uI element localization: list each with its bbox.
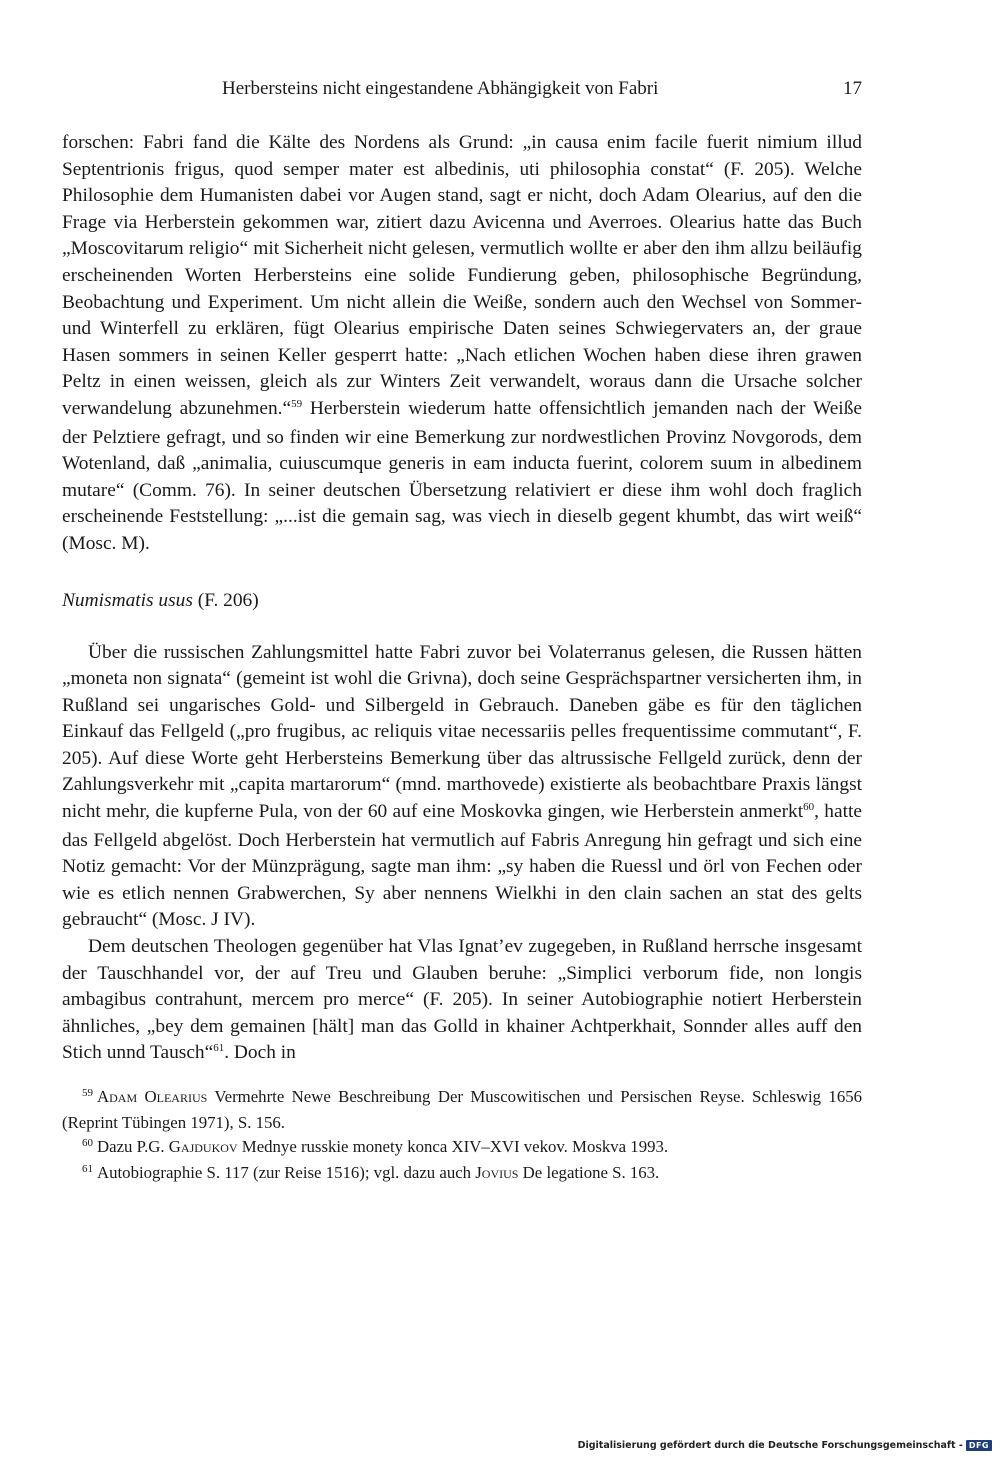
banner-text: Digitalisierung gefördert durch die Deutsche Forschungsgemeinschaft - xyxy=(577,1440,963,1451)
footnote-prefix: Autobiographie S. 117 (zur Reise 1516); vgl. dazu auch xyxy=(97,1163,476,1182)
running-title: Herbersteins nicht eingestandene Abhängigkeit von Fabri xyxy=(222,78,659,99)
footnote-number: 61 xyxy=(82,1163,93,1175)
paragraph-3-text-a: Dem deutschen Theologen gegenüber hat Vlas Ignat’ev zugegeben, in Rußland herrsche insgesamt der Tauschhandel vor, der auf Treu und Glauben beruhe: „Simplici verborum fide, non longis ambagibus contrahunt, mercem pro merce“ (F. 205). In seiner Autobiographie notiert Herberstein ähnliches, „bey dem gemainen [hält] man das Golld in khainer Achtperkhait, Sonnder alles auff den Stich unnd Tausch“ xyxy=(62,936,862,1064)
footnote-61 xyxy=(62,1161,862,1187)
paragraph-2 xyxy=(62,640,862,935)
footnote-ref-59[interactable]: 59 xyxy=(291,397,303,410)
footnotes xyxy=(62,1085,862,1187)
footnote-number: 59 xyxy=(82,1087,93,1099)
footnote-author: Jovius xyxy=(475,1163,519,1182)
section-heading xyxy=(62,588,862,614)
paragraph-1 xyxy=(62,130,862,558)
footnote-number: 60 xyxy=(82,1137,93,1149)
paragraph-2-text-b: , hatte das Fellgeld abgelöst. Doch Herberstein hat vermutlich auf Fabris Anregung hin gefragt und sich eine Notiz gemacht: Vor der Münzprägung, sagte man ihm: „sy haben die Ruessl und örl von Fechen oder wie es etlich nennen Grabwerchen, Sy aber nennens Wielkhi in den clain sachen an stat des gelts gebraucht“ (Mosc. J IV). xyxy=(62,801,862,931)
footnote-59 xyxy=(62,1085,862,1135)
paragraph-3-text-b: . Doch in xyxy=(224,1042,296,1064)
footnote-text: Vermehrte Newe Beschreibung Der Muscowitischen und Persischen Reyse. Schleswig 1656 (Reprint Tübingen 1971), S. 156. xyxy=(62,1087,862,1132)
footnote-author: Gajdukov xyxy=(168,1137,238,1156)
paragraph-3 xyxy=(62,934,862,1069)
footnote-text: Mednye russkie monety konca XIV–XVI vekov. Moskva 1993. xyxy=(237,1137,669,1156)
footnote-prefix: Dazu P.G. xyxy=(97,1137,169,1156)
paragraph-1-text-b: Herberstein wiederum hatte offensichtlich jemanden nach der Weiße der Pelztiere gefragt, und so finden wir eine Bemerkung zur nordwestlichen Provinz Novgorods, dem Wotenland, daß „animalia, cuiuscumque generis in eam inducta fuerint, colorem suum in albedinem mutare“ (Comm. 76). In seiner deutschen Übersetzung relativiert er diese ihm wohl doch fraglich erscheinende Feststellung: „...ist die gemain sag, was viech in dieselb gegent khumbt, das wirt weiß“ (Mosc. M). xyxy=(62,397,862,554)
footnote-60 xyxy=(62,1135,862,1161)
digitization-banner xyxy=(578,1440,992,1451)
paragraph-2-text-a: Über die russischen Zahlungsmittel hatte Fabri zuvor bei Volaterranus gelesen, die Russen hätten „moneta non signata“ (gemeint ist wohl die Grivna), doch seine Gesprächspartner versicherten ihm, in Rußland sei ungarisches Gold- und Silbergeld in Gebrauch. Daneben gäbe es für den täglichen Einkauf das Fellgeld („pro frugibus, ac reliquis vitae necessariis pelles frequentissime commutant“, F. 205). Auf diese Worte geht Herbersteins Bemerkung über das altrussische Fellgeld zurück, denn der Zahlungsverkehr mit „capita martarorum“ (mnd. marthovede) existierte als beobachtbare Praxis längst nicht mehr, die kupferne Pula, von der 60 auf eine Moskovka gingen, wie Herberstein anmerkt xyxy=(62,641,862,823)
dfg-logo: DFG xyxy=(966,1440,992,1451)
page-number: 17 xyxy=(843,78,862,99)
footnote-ref-60[interactable]: 60 xyxy=(803,801,815,814)
footnote-text: De legatione S. 163. xyxy=(518,1163,660,1182)
footnote-author: Adam Olearius xyxy=(97,1087,208,1106)
section-heading-ref: (F. 206) xyxy=(192,589,259,611)
footnote-ref-61[interactable]: 61 xyxy=(213,1042,225,1055)
book-page xyxy=(62,78,862,1187)
running-head xyxy=(62,78,862,108)
paragraph-1-text-a: forschen: Fabri fand die Kälte des Nordens als Grund: „in causa enim facile fuerit nimium illud Septentrionis frigus, quod semper mater est albedinis, uti philosophia constat“ (F. 205). Welche Philosophie dem Humanisten dabei vor Augen stand, sagt er nicht, doch Adam Olearius, auf den die Frage via Herberstein gekommen war, zitiert dazu Avicenna und Averroes. Olearius hatte das Buch „Moscovitarum religio“ mit Sicherheit nicht gelesen, vermutlich wollte er aber den ihm allzu beiläufig erscheinenden Worten Herbersteins eine solide Fundierung geben, philosophische Begründung, Beobachtung und Experiment. Um nicht allein die Weiße, sondern auch den Wechsel von Sommer- und Winterfell zu erklären, fügt Olearius empirische Daten seines Schwiegervaters an, der graue Hasen sommers in seinen Keller gesperrt hatte: „Nach etlichen Wochen haben diese ihren grawen Peltz in einen weissen, gleich als zur Winters Zeit verwandelt, woraus dann die Ursache solcher verwandelung abzunehmen.“ xyxy=(62,132,862,419)
section-heading-title: Numismatis usus xyxy=(62,589,193,611)
